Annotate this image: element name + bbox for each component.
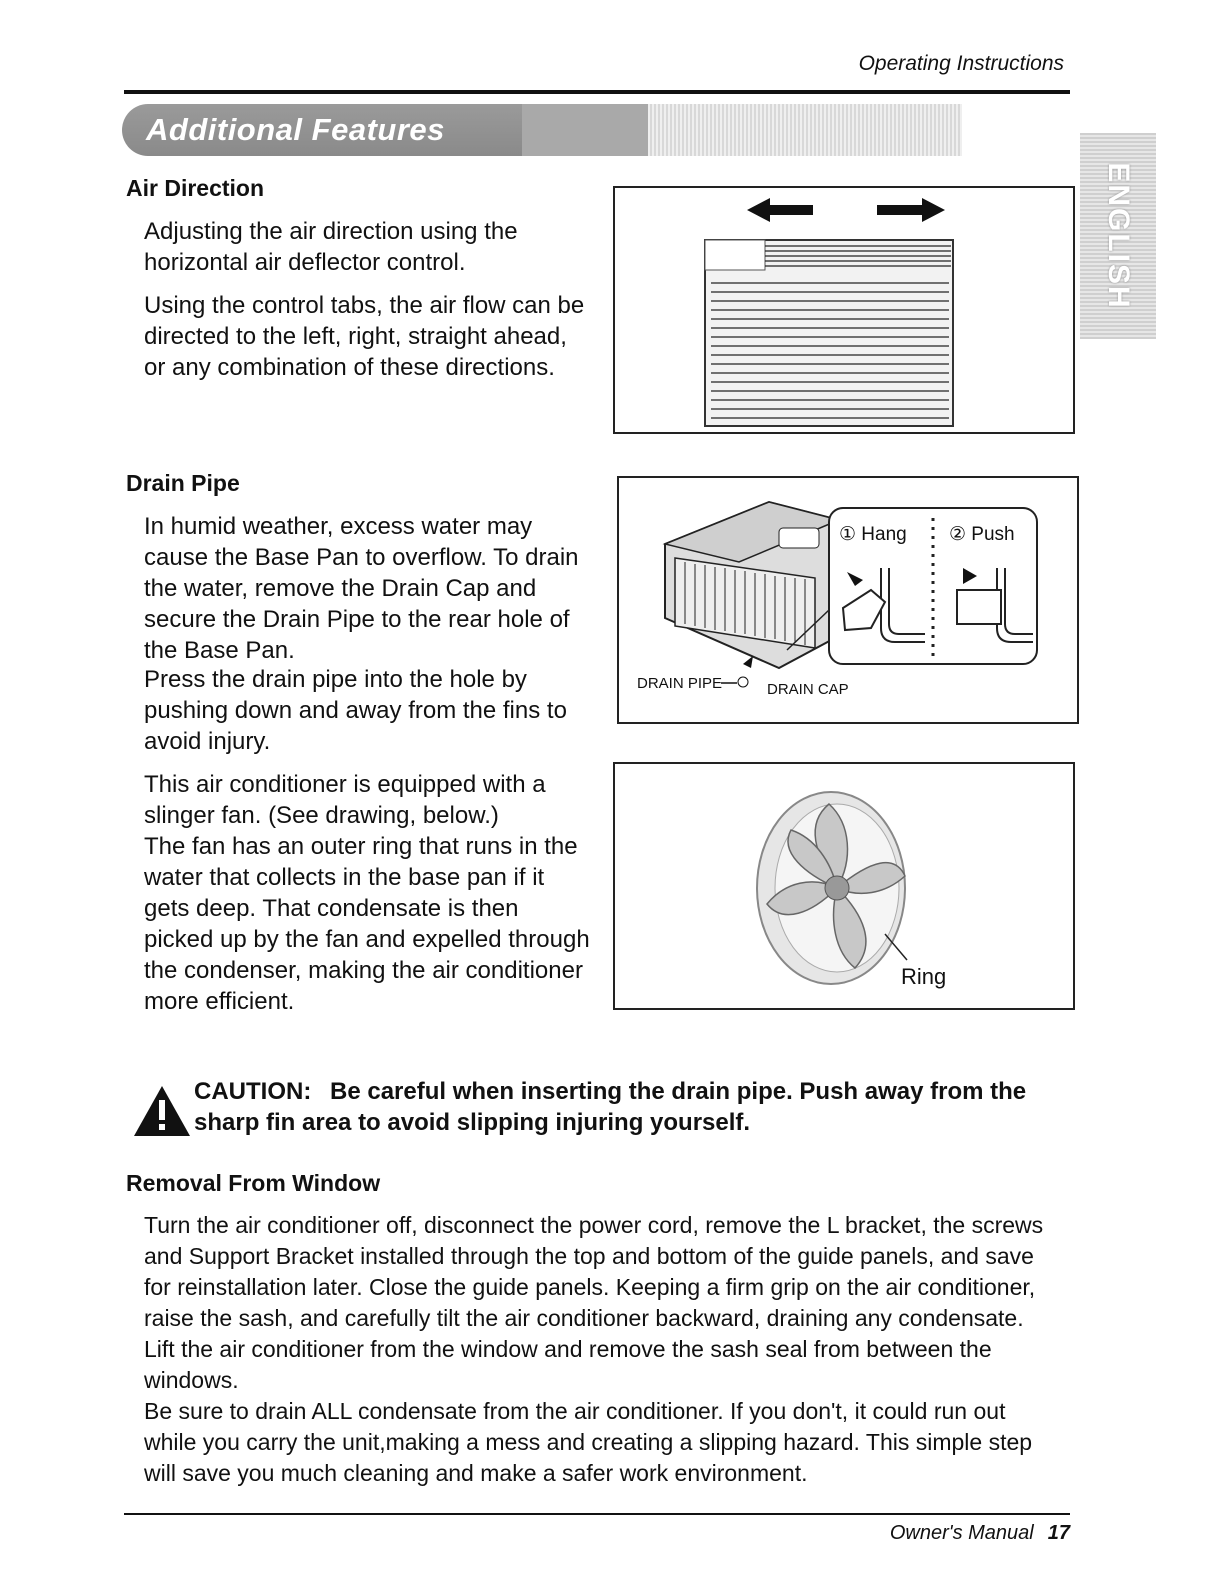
banner-title: Additional Features (146, 112, 445, 147)
language-tab (1080, 133, 1156, 339)
drain-pipe-para-2b: The fan has an outer ring that runs in the water that collects in the base pan if it gets deep. That condensate is then picked up by the fan and expelled through the condenser, making the air conditioner more efficient. (144, 833, 590, 1015)
language-tab-label: ENGLISH (1102, 162, 1135, 310)
drain-pipe-figure (617, 476, 1079, 724)
air-direction-figure (613, 186, 1075, 434)
page-footer (890, 1522, 1070, 1545)
arrow-right-icon (877, 198, 945, 222)
section-header-label: Operating Instructions (858, 52, 1064, 75)
removal-para-1: Turn the air conditioner off, disconnect the power cord, remove the L bracket, the screws and Support Bracket installed through the top and bottom of the guide panels, and save for reinstallation later. Close the guide panels. Keeping a firm grip on the air conditioner, raise the sash, and carefully tilt the air conditioner backward, draining any condensate. Lift the air conditioner from the window and remove the sash seal from between the windows. (144, 1212, 1044, 1393)
arrow-left-icon (747, 198, 813, 222)
manual-label: Owner's Manual (889, 1522, 1034, 1544)
section-banner (122, 104, 962, 156)
warning-icon (132, 1084, 192, 1138)
caution-text (194, 1076, 1074, 1138)
push-label: ② Push (949, 524, 1015, 545)
slinger-fan-figure (613, 762, 1075, 1010)
drain-pipe-heading: Drain Pipe (126, 470, 240, 496)
air-direction-para-1: Adjusting the air direction using the horizontal air deflector control. (144, 218, 518, 276)
bottom-divider (124, 1513, 1070, 1515)
drain-pipe-illustration (619, 478, 1077, 722)
air-deflector-illustration (615, 188, 1073, 432)
drain-pipe-label: DRAIN PIPE (637, 675, 723, 692)
caution-label: CAUTION: (194, 1078, 312, 1105)
drain-pipe-para-1b: Press the drain pipe into the hole by pushing down and away from the fins to avoid injury. (144, 666, 567, 755)
drain-cap-label: DRAIN CAP (767, 681, 849, 698)
removal-heading: Removal From Window (126, 1170, 381, 1196)
ring-label: Ring (901, 964, 947, 989)
drain-pipe-para-2a: This air conditioner is equipped with a slinger fan. (See drawing, below.) (144, 771, 546, 829)
caution-message: Be careful when inserting the drain pipe. Push away from the sharp fin area to avoid slipping injuring yourself. (194, 1078, 1027, 1136)
top-divider (124, 90, 1070, 94)
hang-label: ① Hang (839, 524, 907, 545)
page-number: 17 (1047, 1522, 1070, 1544)
removal-para-2: Be sure to drain ALL condensate from the air conditioner. If you don't, it could run out while you carry the unit,making a mess and creating a slipping hazard. This simple step will save you much cleaning and make a safer work environment. (144, 1398, 1033, 1486)
slinger-fan-illustration (615, 764, 1073, 1008)
air-direction-heading: Air Direction (126, 175, 265, 201)
air-direction-para-2: Using the control tabs, the air flow can be directed to the left, right, straight ahead, or any combination of these directions. (144, 292, 585, 381)
drain-pipe-para-1a: In humid weather, excess water may cause the Base Pan to overflow. To drain the water, remove the Drain Cap and secure the Drain Pipe to the rear hole of the Base Pan. (144, 513, 579, 664)
